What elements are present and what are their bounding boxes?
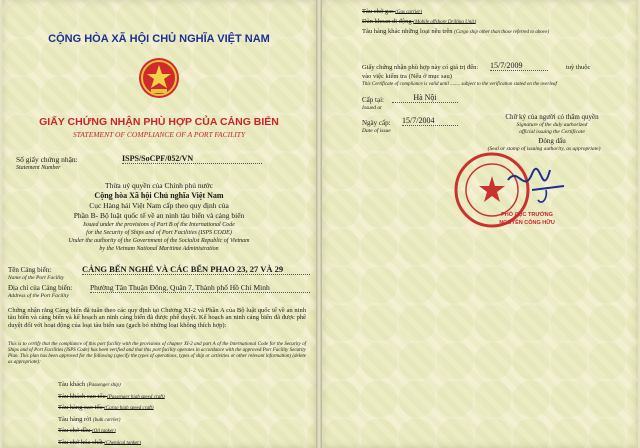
authority-en-1: Issued under the provisions of Part B of the International Code bbox=[83, 222, 235, 228]
cert-no-label: Số giấy chứng nhận: bbox=[16, 155, 78, 164]
issue-date-label: Ngày cấp: bbox=[362, 119, 391, 127]
left-page bbox=[2, 0, 316, 448]
cert-no-label-en: Statement Number bbox=[16, 165, 61, 171]
right-page bbox=[322, 0, 638, 448]
seal-label-en: (Seal or stamp of issuing authority, as appropriate) bbox=[487, 146, 601, 152]
authority-line-2: Cộng hòa Xã hội Chủ nghĩa Việt Nam bbox=[94, 191, 224, 200]
ship-type-item: Tàu hàng khác những loại nêu trên (Cargo ship other than those referred to above) bbox=[362, 28, 550, 35]
address-value: Phường Tân Thuận Đông, Quận 7, Thành phố Hồ Chí Minh bbox=[90, 283, 310, 293]
country-name: CỘNG HÒA XÃ HỘI CHỦ NGHĨA VIỆT NAM bbox=[48, 33, 270, 45]
issued-at-label: Cấp tại: bbox=[362, 96, 384, 104]
signature-title: Chữ ký của người có thẩm quyền bbox=[505, 113, 599, 121]
page-gutter bbox=[316, 0, 322, 448]
port-name-label-en: Name of the Port Facility bbox=[8, 275, 65, 281]
national-emblem bbox=[137, 56, 181, 100]
stamp-title: PHÓ CỤC TRƯỞNG bbox=[501, 212, 553, 218]
ship-type-item: Tàu chở hóa chất (Chemical tanker) bbox=[58, 438, 141, 446]
address-label: Địa chỉ của Cảng biển: bbox=[8, 284, 73, 292]
authority-line-1: Thừa uỷ quyền của Chính phủ nước bbox=[105, 181, 213, 190]
ship-type-item: Tàu khách (Passenger ship) bbox=[58, 381, 121, 388]
address-label-en: Address of the Port Facility bbox=[8, 293, 69, 299]
authority-en-3: Under the authority of the Government of the Socialist Republic of Vietnam bbox=[68, 238, 250, 244]
valid-until-label: Giấy chứng nhận phù hợp này có giá trị đến: bbox=[362, 64, 479, 71]
body-english: This is to certify that the compliance of this port facility with the provisions of chapter XI-2 and part A of the International Code for the Security of Ships and of Port Facilities (ISPS Code) has been verified and that this port facility operates in accordance with the approved Port Facility Security Plan. This plan has been approved for the following (specify the types of operations, types of ship or activities or other relevant information) (delete as appropriate): bbox=[8, 342, 306, 365]
signature-title-en-1: Signature of the duly authorized bbox=[516, 122, 588, 128]
ship-type-continued-list bbox=[362, 7, 549, 37]
authority-en-2: for the Security of Ships and of Port Facilities (ISPS CODE) bbox=[86, 230, 232, 236]
signature-mark bbox=[502, 160, 572, 210]
valid-until-date: 15/7/2009 bbox=[490, 61, 548, 71]
valid-until-tail: tuỳ thuộc bbox=[566, 64, 591, 71]
port-name-value: CẢNG BẾN NGHÉ VÀ CÁC BẾN PHAO 23, 27 VÀ 29 bbox=[82, 264, 310, 275]
ship-type-list bbox=[58, 380, 165, 448]
signature-title-en-2: official issuing the Certificate bbox=[519, 129, 585, 135]
authority-line-4: Phần B- Bộ luật quốc tế về an ninh tàu biển và cảng biển bbox=[73, 211, 245, 220]
seal-label: Đóng dấu bbox=[538, 137, 566, 145]
authority-line-3: Cục Hàng hải Việt Nam cấp theo quy định của bbox=[89, 201, 229, 210]
issued-at-value: Hà Nội bbox=[392, 93, 458, 103]
cert-no-value: ISPS/SoCPF/052/VN bbox=[122, 154, 262, 164]
ship-type-item: Tàu chở dầu (Oil tanker) bbox=[58, 427, 116, 434]
issued-at-label-en: Issued at bbox=[362, 105, 382, 111]
title-vietnamese: GIẤY CHỨNG NHẬN PHÙ HỢP CỦA CẢNG BIỂN bbox=[39, 116, 279, 128]
body-vietnamese: Chứng nhận rằng Cảng biển đã tuân theo các quy định tại Chương XI-2 và Phần A của Bộ luật quốc tế về an ninh tàu biển và cảng biển và kế hoạch an ninh cảng biển đã được phê duyệt. Kế hoạch an ninh cảng biển đã được phê duyệt đối với hoạt động của loại tàu biển sau (gạch bỏ những loại không thích hợp): bbox=[8, 307, 306, 329]
ship-type-item: Tàu hàng rời (bulk carrier) bbox=[58, 415, 121, 423]
authority-en-4: by the Vietnam National Maritime Administration bbox=[99, 246, 219, 252]
valid-until-en: This Certificate of compliance is valid until ........ subject to the verification stated on the overleaf bbox=[362, 82, 557, 87]
ship-type-item: Dàn khoan di động (Mobile offshore Drilling Unit) bbox=[362, 18, 476, 25]
title-english: STATEMENT OF COMPLIANCE OF A PORT FACILITY bbox=[72, 130, 246, 139]
stamp-name: NGUYỄN CÔNG HỮU bbox=[499, 220, 555, 226]
valid-until-label-2: vào việc kiểm tra (Nếu ở mục sau) bbox=[362, 73, 452, 80]
ship-type-item: Tàu chở gas (Gas carrier) bbox=[362, 8, 423, 15]
port-name-label: Tên Cảng biển: bbox=[8, 266, 52, 274]
ship-type-item: Tàu hàng cao tốc (Cargo high speed craft) bbox=[58, 404, 154, 411]
ship-type-item: Tàu khách cao tốc (Passenger high speed craft) bbox=[58, 392, 165, 400]
issue-date-value: 15/7/2004 bbox=[402, 116, 458, 126]
issue-date-label-en: Date of issue bbox=[362, 128, 391, 134]
